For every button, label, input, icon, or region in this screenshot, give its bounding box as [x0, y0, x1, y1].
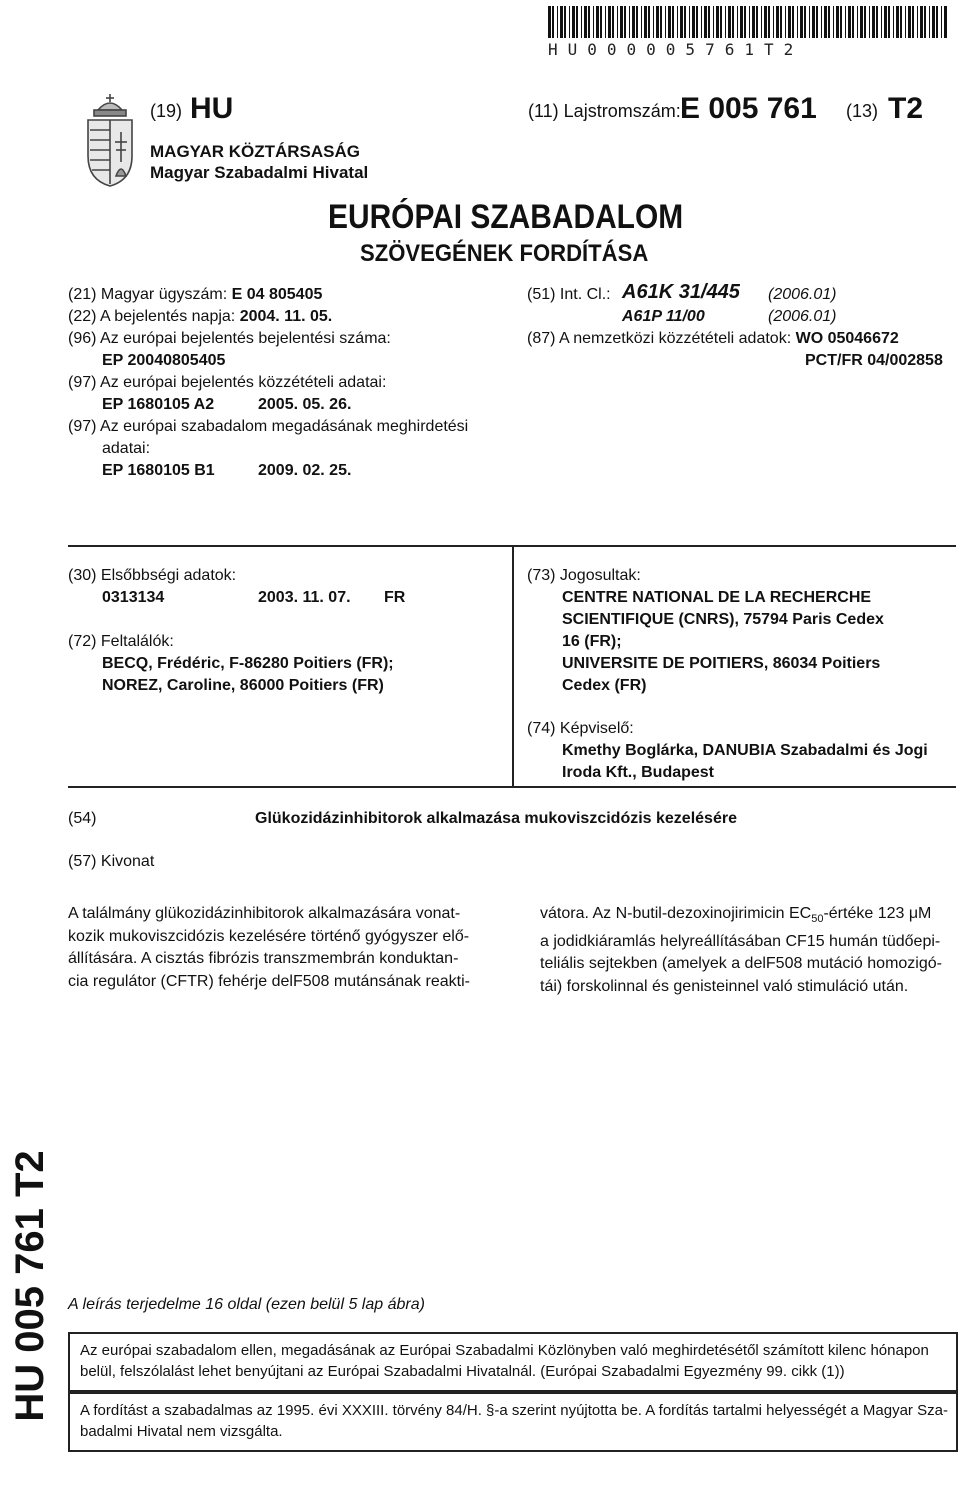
- barcode-bar: [821, 6, 822, 38]
- priority-date: 2003. 11. 07.: [258, 589, 351, 606]
- barcode-bar: [780, 6, 782, 38]
- barcode-bar: [752, 6, 755, 38]
- barcode-bar: [768, 6, 770, 38]
- barcode-bar: [900, 6, 902, 38]
- field-21: (21) Magyar ügyszám: E 04 805405: [68, 286, 323, 303]
- barcode-bar: [648, 6, 650, 38]
- barcode-bar: [552, 6, 554, 38]
- barcode-bar: [908, 6, 911, 38]
- barcode-bar: [785, 6, 786, 38]
- barcode-bar: [593, 6, 594, 38]
- barcode-bar: [641, 6, 642, 38]
- barcode-bar: [684, 6, 686, 38]
- barcode-bar: [701, 6, 702, 38]
- abstract-column-2: vátora. Az N-butil-dezoxinojirimicin $EC_{50}$-értéke 123 μM a jodidkiáramlás helyreállításában CF15 humán tüdőepi- teliális sejtekben (amelyek a delF508 mutáció homozigó- tái) forskolinnal és genisteinnel való stimuláció után.: [540, 905, 942, 995]
- field-97b-date: 2009. 02. 25.: [258, 462, 352, 479]
- barcode-bar: [680, 6, 683, 38]
- barcode-bar: [689, 6, 690, 38]
- barcode-bar: [888, 6, 890, 38]
- barcode-text: HU000005761T2: [548, 40, 804, 59]
- description-extent: A leírás terjedelme 16 oldal (ezen belül 5 lap ábra): [68, 1296, 425, 1313]
- inventor-1: BECQ, Frédéric, F-86280 Poitiers (FR);: [102, 655, 394, 672]
- barcode-bar: [581, 6, 582, 38]
- inventors-label: (72) Feltalálók:: [68, 633, 174, 650]
- barcode-bar: [749, 6, 750, 38]
- barcode-bar: [812, 6, 815, 38]
- barcode-bar: [600, 6, 602, 38]
- barcode-bar: [884, 6, 887, 38]
- barcode-bar: [773, 6, 774, 38]
- barcode-bar: [764, 6, 767, 38]
- barcode-bar: [845, 6, 846, 38]
- barcode-bar: [740, 6, 743, 38]
- field-96-value: EP 20040805405: [102, 352, 226, 369]
- ipc-class-2-date: (2006.01): [768, 308, 837, 325]
- invention-title: Glükozidázinhibitorok alkalmazása mukoviszcidózis kezelésére: [255, 810, 737, 827]
- priority-number: 0313134: [102, 589, 165, 606]
- representative-label: (74) Képviselő:: [527, 720, 634, 737]
- barcode-bar: [653, 6, 654, 38]
- barcode-bar: [704, 6, 707, 38]
- barcode-bar: [932, 6, 935, 38]
- priority-country: FR: [384, 589, 406, 606]
- ipc-class-1-date: (2006.01): [768, 286, 837, 303]
- barcode-bar: [828, 6, 830, 38]
- inventor-2: NOREZ, Caroline, 86000 Poitiers (FR): [102, 677, 384, 694]
- barcode-bar: [857, 6, 858, 38]
- barcode-bar: [833, 6, 834, 38]
- field-96-label: (96) Az európai bejelentés bejelentési száma:: [68, 330, 391, 347]
- barcode-bar: [560, 6, 563, 38]
- barcode-bar: [864, 6, 866, 38]
- registration-number: E 005 761: [680, 92, 817, 125]
- country-code: HU: [190, 92, 234, 125]
- barcode-bar: [816, 6, 818, 38]
- side-document-number: HU 005 761 T2: [8, 1150, 52, 1422]
- barcode-bar: [797, 6, 798, 38]
- barcode-bar: [792, 6, 794, 38]
- representative-line-2: Iroda Kft., Budapest: [562, 764, 715, 781]
- proprietors-label: (73) Jogosultak:: [527, 567, 641, 584]
- proprietor-line-4: UNIVERSITE DE POITIERS, 86034 Poitiers: [562, 655, 881, 672]
- field-22: (22) A bejelentés napja: 2004. 11. 05.: [68, 308, 333, 325]
- barcode-bar: [668, 6, 671, 38]
- barcode-bar: [936, 6, 938, 38]
- representative-line-1: Kmethy Boglárka, DANUBIA Szabadalmi és Jogi: [562, 742, 928, 759]
- barcode-bar: [872, 6, 875, 38]
- barcode-bar: [809, 6, 810, 38]
- barcode-bar: [941, 6, 942, 38]
- barcode-bar: [852, 6, 854, 38]
- barcode-bar: [644, 6, 647, 38]
- barcode-bar: [564, 6, 566, 38]
- barcode-bar: [929, 6, 930, 38]
- abstract-label: (57) Kivonat: [68, 853, 155, 870]
- barcode-bar: [656, 6, 659, 38]
- barcode-bar: [917, 6, 918, 38]
- barcode-bar: [728, 6, 731, 38]
- barcode-bar: [881, 6, 882, 38]
- barcode-bar: [944, 6, 947, 38]
- divider-bottom: [68, 786, 956, 788]
- barcode-bar: [732, 6, 734, 38]
- barcode-bar: [572, 6, 575, 38]
- barcode-bar: [629, 6, 630, 38]
- barcode-bar: [696, 6, 698, 38]
- barcode-bar: [836, 6, 839, 38]
- field-87: (87) A nemzetközi közzétételi adatok: WO 05046672: [527, 330, 899, 347]
- barcode-bar: [660, 6, 662, 38]
- field-87-pct: PCT/FR 04/002858: [805, 352, 943, 369]
- barcode-bar: [876, 6, 878, 38]
- barcode-bar: [557, 6, 558, 38]
- barcode-bar: [584, 6, 587, 38]
- barcode-bar: [632, 6, 635, 38]
- barcode: [548, 6, 948, 38]
- country-name: MAGYAR KÖZTÁRSASÁG: [150, 142, 360, 161]
- barcode-bar: [896, 6, 899, 38]
- proprietor-line-2: SCIENTIFIQUE (CNRS), 75794 Paris Cedex: [562, 611, 884, 628]
- document-subtitle: SZÖVEGÉNEK FORDÍTÁSA: [360, 240, 649, 267]
- barcode-bar: [677, 6, 678, 38]
- registration-label: (11) Lajstromszám:: [528, 101, 681, 121]
- opposition-notice-box: Az európai szabadalom ellen, megadásának az Európai Szabadalmi Közlönyben való meghirdetésétől számított kilenc hónapon belül, felszólalást lehet benyújtani az Európai Szabadalmi Hivatalnál. (Európai Szabadalmi Egyezmény 99. cikk (1)): [68, 1332, 958, 1392]
- field-97b-label-cont: adatai:: [102, 440, 151, 457]
- barcode-bar: [665, 6, 666, 38]
- barcode-bar: [636, 6, 638, 38]
- field-97a-value: EP 1680105 A2: [102, 396, 215, 413]
- barcode-bar: [713, 6, 714, 38]
- barcode-bar: [788, 6, 791, 38]
- barcode-bar: [612, 6, 614, 38]
- barcode-bar: [920, 6, 923, 38]
- barcode-bar: [605, 6, 606, 38]
- barcode-bar: [725, 6, 726, 38]
- barcode-bar: [617, 6, 618, 38]
- barcode-bar: [720, 6, 722, 38]
- barcode-bar: [761, 6, 762, 38]
- barcode-bar: [548, 6, 551, 38]
- barcode-bar: [716, 6, 719, 38]
- kind-code: T2: [888, 92, 924, 125]
- field-97b-value: EP 1680105 B1: [102, 462, 215, 479]
- proprietor-line-3: 16 (FR);: [562, 633, 622, 650]
- barcode-bar: [804, 6, 806, 38]
- field-51-label: (51) Int. Cl.:: [527, 286, 611, 303]
- barcode-bar: [608, 6, 611, 38]
- divider-vertical: [512, 547, 514, 787]
- barcode-bar: [848, 6, 851, 38]
- ipc-class-1: A61K 31/445: [622, 281, 740, 303]
- barcode-bar: [620, 6, 623, 38]
- barcode-bar: [869, 6, 870, 38]
- barcode-bar: [840, 6, 842, 38]
- ipc-class-2: A61P 11/00: [622, 308, 705, 325]
- field-97a-date: 2005. 05. 26.: [258, 396, 352, 413]
- barcode-bar: [569, 6, 570, 38]
- field-97a-label: (97) Az európai bejelentés közzétételi adatai:: [68, 374, 387, 391]
- barcode-bar: [756, 6, 758, 38]
- coat-of-arms-emblem: [80, 92, 140, 188]
- document-title: EURÓPAI SZABADALOM: [328, 198, 684, 236]
- barcode-bar: [576, 6, 578, 38]
- proprietor-line-5: Cedex (FR): [562, 677, 647, 694]
- abstract-column-1: A találmány glükozidázinhibitorok alkalmazására vonat- kozik mukoviszcidózis kezelésére történő gyógyszer elő- állítására. A cisztás fibrózis transzmembrán konduktan- cia regulátor (CFTR) fehérje delF508 mutánsának reakti-: [68, 905, 470, 990]
- office-name: Magyar Szabadalmi Hivatal: [150, 163, 369, 182]
- barcode-bar: [924, 6, 926, 38]
- barcode-bar: [737, 6, 738, 38]
- priority-label: (30) Elsőbbségi adatok:: [68, 567, 237, 584]
- barcode-bar: [912, 6, 914, 38]
- barcode-bar: [905, 6, 906, 38]
- kind-code-label: (13): [846, 101, 879, 121]
- title-54-label: (54): [68, 810, 97, 827]
- field-97b-label: (97) Az európai szabadalom megadásának meghirdetési: [68, 418, 469, 435]
- barcode-bar: [824, 6, 827, 38]
- barcode-bar: [744, 6, 746, 38]
- translation-notice-box: A fordítást a szabadalmas az 1995. évi XXXIII. törvény 84/H. §-a szerint nyújtotta be. A fordítás tartalmi helyességét a Magyar Sza- badalmi Hivatal nem vizsgálta.: [68, 1392, 958, 1452]
- barcode-bar: [588, 6, 590, 38]
- barcode-bar: [624, 6, 626, 38]
- barcode-bar: [800, 6, 803, 38]
- country-code-label: (19): [150, 101, 183, 121]
- barcode-bar: [672, 6, 674, 38]
- barcode-bar: [776, 6, 779, 38]
- proprietor-line-1: CENTRE NATIONAL DE LA RECHERCHE: [562, 589, 872, 606]
- barcode-bar: [692, 6, 695, 38]
- barcode-bar: [860, 6, 863, 38]
- barcode-bar: [893, 6, 894, 38]
- barcode-bar: [708, 6, 710, 38]
- barcode-bar: [596, 6, 599, 38]
